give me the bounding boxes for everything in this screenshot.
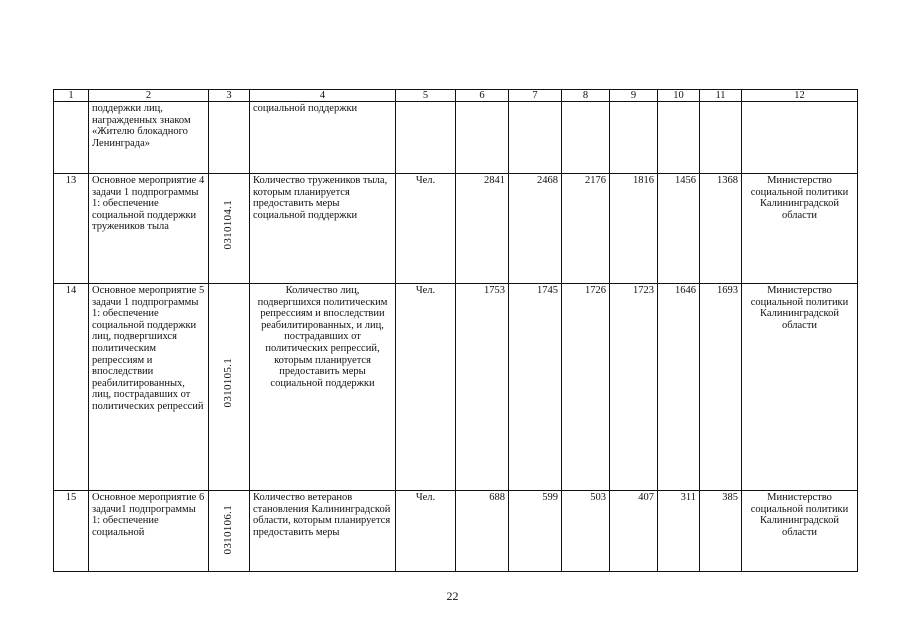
value-cell [658, 102, 700, 174]
value-cell: 1368 [700, 174, 742, 284]
col-header-9: 9 [610, 90, 658, 102]
column-number-row [54, 90, 858, 102]
page-number: 22 [446, 589, 459, 603]
row-number: 14 [54, 284, 89, 491]
table-row [54, 491, 858, 572]
program-table [53, 89, 858, 572]
col-header-5: 5 [396, 90, 456, 102]
value-cell [610, 102, 658, 174]
value-cell: 385 [700, 491, 742, 572]
indicator-cell: Количество лиц, подвергшихся политическим репрессиям и впоследствии реабилитированных, и лиц, пострадавших от политических репрессий, которым планируется предоставить меры социальной поддержки [250, 284, 396, 491]
table-row [54, 102, 858, 174]
code-cell [209, 102, 250, 174]
unit-cell: Чел. [396, 491, 456, 572]
value-cell [562, 102, 610, 174]
indicator-cell: социальной поддержки [250, 102, 396, 174]
table-row [54, 174, 858, 284]
unit-cell: Чел. [396, 174, 456, 284]
value-cell: 311 [658, 491, 700, 572]
value-cell: 688 [456, 491, 509, 572]
col-header-12: 12 [742, 90, 858, 102]
col-header-10: 10 [658, 90, 700, 102]
col-header-2: 2 [89, 90, 209, 102]
col-header-7: 7 [509, 90, 562, 102]
col-header-3: 3 [209, 90, 250, 102]
col-header-1: 1 [54, 90, 89, 102]
row-number: 15 [54, 491, 89, 572]
ministry-cell: Министерство социальной политики Калининградской области [742, 174, 858, 284]
col-header-8: 8 [562, 90, 610, 102]
value-cell: 2841 [456, 174, 509, 284]
value-cell: 503 [562, 491, 610, 572]
value-cell: 1745 [509, 284, 562, 491]
value-cell: 1456 [658, 174, 700, 284]
unit-cell: Чел. [396, 284, 456, 491]
value-cell: 599 [509, 491, 562, 572]
event-cell: Основное мероприятие 6 задачи1 подпрограммы 1: обеспечение социальной [89, 491, 209, 572]
value-cell: 407 [610, 491, 658, 572]
event-cell: поддержки лиц, награжденных знаком «Жителю блокадного Ленинграда» [89, 102, 209, 174]
value-cell [509, 102, 562, 174]
code-cell: 0310106.1 [209, 491, 250, 572]
col-header-11: 11 [700, 90, 742, 102]
value-cell: 1726 [562, 284, 610, 491]
indicator-cell: Количество тружеников тыла, которым планируется предоставить меры социальной поддержки [250, 174, 396, 284]
unit-cell [396, 102, 456, 174]
row-number: 13 [54, 174, 89, 284]
value-cell: 1753 [456, 284, 509, 491]
code-cell: 0310105.1 [209, 284, 250, 491]
col-header-4: 4 [250, 90, 396, 102]
value-cell: 2176 [562, 174, 610, 284]
value-cell [456, 102, 509, 174]
value-cell: 1693 [700, 284, 742, 491]
value-cell: 1646 [658, 284, 700, 491]
code-cell: 0310104.1 [209, 174, 250, 284]
indicator-cell: Количество ветеранов становления Калининградской области, которым планируется предоставить меры [250, 491, 396, 572]
ministry-cell: Министерство социальной политики Калининградской области [742, 284, 858, 491]
value-cell: 2468 [509, 174, 562, 284]
value-cell [700, 102, 742, 174]
table-row [54, 284, 858, 491]
col-header-6: 6 [456, 90, 509, 102]
event-cell: Основное мероприятие 5 задачи 1 подпрограммы 1: обеспечение социальной поддержки лиц, подвергшихся политическим репрессиям и впоследствии реабилитированных, лиц, пострадавших от политических репрессий [89, 284, 209, 491]
ministry-cell: Министерство социальной политики Калининградской области [742, 491, 858, 572]
value-cell: 1723 [610, 284, 658, 491]
ministry-cell [742, 102, 858, 174]
value-cell: 1816 [610, 174, 658, 284]
row-number [54, 102, 89, 174]
event-cell: Основное мероприятие 4 задачи 1 подпрограммы 1: обеспечение социальной поддержки тружеников тыла [89, 174, 209, 284]
